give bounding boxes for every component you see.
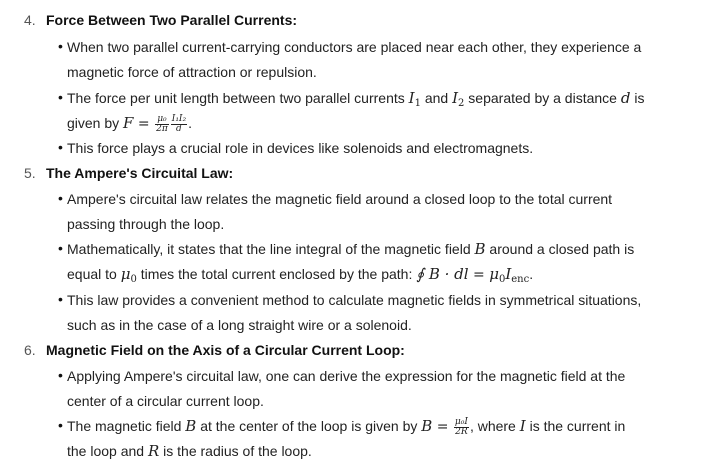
math-operator: = <box>133 116 155 132</box>
text-span: . <box>188 115 192 131</box>
text-span: separated by a distance <box>464 90 621 106</box>
math-subscript: 0 <box>498 274 506 285</box>
section-number: 4. <box>24 12 36 28</box>
section-number: 5. <box>24 165 36 181</box>
fraction-numerator: μ₀ <box>155 115 169 125</box>
math-var: R <box>147 442 160 460</box>
text-span: Mathematically, it states that the line integral of the magnetic field <box>67 241 475 257</box>
bullet-marker: • <box>58 139 63 155</box>
text-span: The force per unit length between two parallel currents <box>67 90 409 106</box>
text-span: given by <box>67 115 124 131</box>
bullet-marker: • <box>58 367 63 383</box>
math-var: B <box>474 240 486 258</box>
fraction-denominator: d <box>176 123 182 134</box>
section-heading <box>24 10 297 30</box>
math-var: I <box>408 89 415 107</box>
bullet-marker: • <box>58 417 63 433</box>
math-fraction <box>155 115 169 134</box>
bullet-marker: • <box>58 38 63 54</box>
math-symbol <box>409 89 421 107</box>
list-item-text: such as in the case of a long straight wire or a solenoid. <box>67 317 412 333</box>
section-number: 6. <box>24 342 36 358</box>
list-item-text <box>67 88 644 108</box>
text-span: and <box>420 90 453 106</box>
fraction-denominator: 2π <box>156 123 168 134</box>
list-item-text: magnetic force of attraction or repulsion. <box>67 64 317 80</box>
list-item-text <box>67 416 625 436</box>
list-item-text <box>67 441 312 461</box>
math-symbol <box>121 265 137 283</box>
list-item-text: center of a circular current loop. <box>67 393 264 409</box>
section-title: Force Between Two Parallel Currents: <box>46 12 298 28</box>
fraction-denominator: 2R <box>455 426 468 437</box>
math-var: I <box>505 265 512 283</box>
list-item-text: When two parallel current-carrying conductors are placed near each other, they experience a <box>67 39 642 55</box>
section-heading <box>24 163 233 183</box>
text-span: The magnetic field <box>67 418 186 434</box>
bullet-marker: • <box>58 291 63 307</box>
text-span: is the current in <box>525 418 626 434</box>
math-var: I <box>452 89 459 107</box>
bullet-marker: • <box>58 89 63 105</box>
list-item-text: This law provides a convenient method to calculate magnetic fields in symmetrical situations, <box>67 292 642 308</box>
math-operator: = <box>432 419 453 435</box>
math-fraction <box>171 115 187 134</box>
list-item-text <box>67 239 634 259</box>
math-subscript: 2 <box>458 98 465 109</box>
bullet-marker: • <box>58 240 63 256</box>
text-span: times the total current enclosed by the path: <box>136 266 417 282</box>
list-item-text: Applying Ampere's circuital law, one can derive the expression for the magnetic field at the <box>67 368 626 384</box>
fraction-numerator: μ₀I <box>454 416 468 427</box>
text-span: around a closed path is <box>485 241 635 257</box>
math-symbol <box>452 89 464 107</box>
math-subscript: enc <box>511 274 530 285</box>
math-symbol <box>489 265 529 283</box>
math-var: F <box>123 114 134 132</box>
math-var: μ <box>120 265 131 283</box>
list-item-text <box>67 113 192 133</box>
math-fraction <box>454 418 469 437</box>
math-var: B <box>185 417 197 435</box>
math-var: μ <box>489 265 499 283</box>
section-heading <box>24 340 405 360</box>
list-item-text: This force plays a crucial role in devices like solenoids and electromagnets. <box>67 140 534 156</box>
section-title: Magnetic Field on the Axis of a Circular Current Loop: <box>46 342 405 358</box>
math-var: I <box>519 417 526 435</box>
text-span: is the radius of the loop. <box>159 443 312 459</box>
math-subscript: 0 <box>130 274 137 285</box>
text-span: is <box>630 90 645 106</box>
text-span: the loop and <box>67 443 148 459</box>
list-item-text: Ampere's circuital law relates the magnetic field around a closed loop to the total current <box>67 191 613 207</box>
text-span: equal to <box>67 266 121 282</box>
section-title: The Ampere's Circuital Law: <box>46 165 234 181</box>
math-var: d <box>620 89 631 107</box>
text-span: , where <box>469 418 520 434</box>
math-expression: ∮ B · dl <box>416 265 469 283</box>
math-var: B <box>421 417 433 435</box>
bullet-marker: • <box>58 190 63 206</box>
text-span: at the center of the loop is given by <box>196 418 422 434</box>
math-operator: = <box>468 267 490 283</box>
text-span: . <box>529 266 534 282</box>
math-subscript: 1 <box>414 98 421 109</box>
list-item-text: passing through the loop. <box>67 216 225 232</box>
fraction-numerator: I₁I₂ <box>171 113 187 124</box>
list-item-text <box>67 264 533 284</box>
